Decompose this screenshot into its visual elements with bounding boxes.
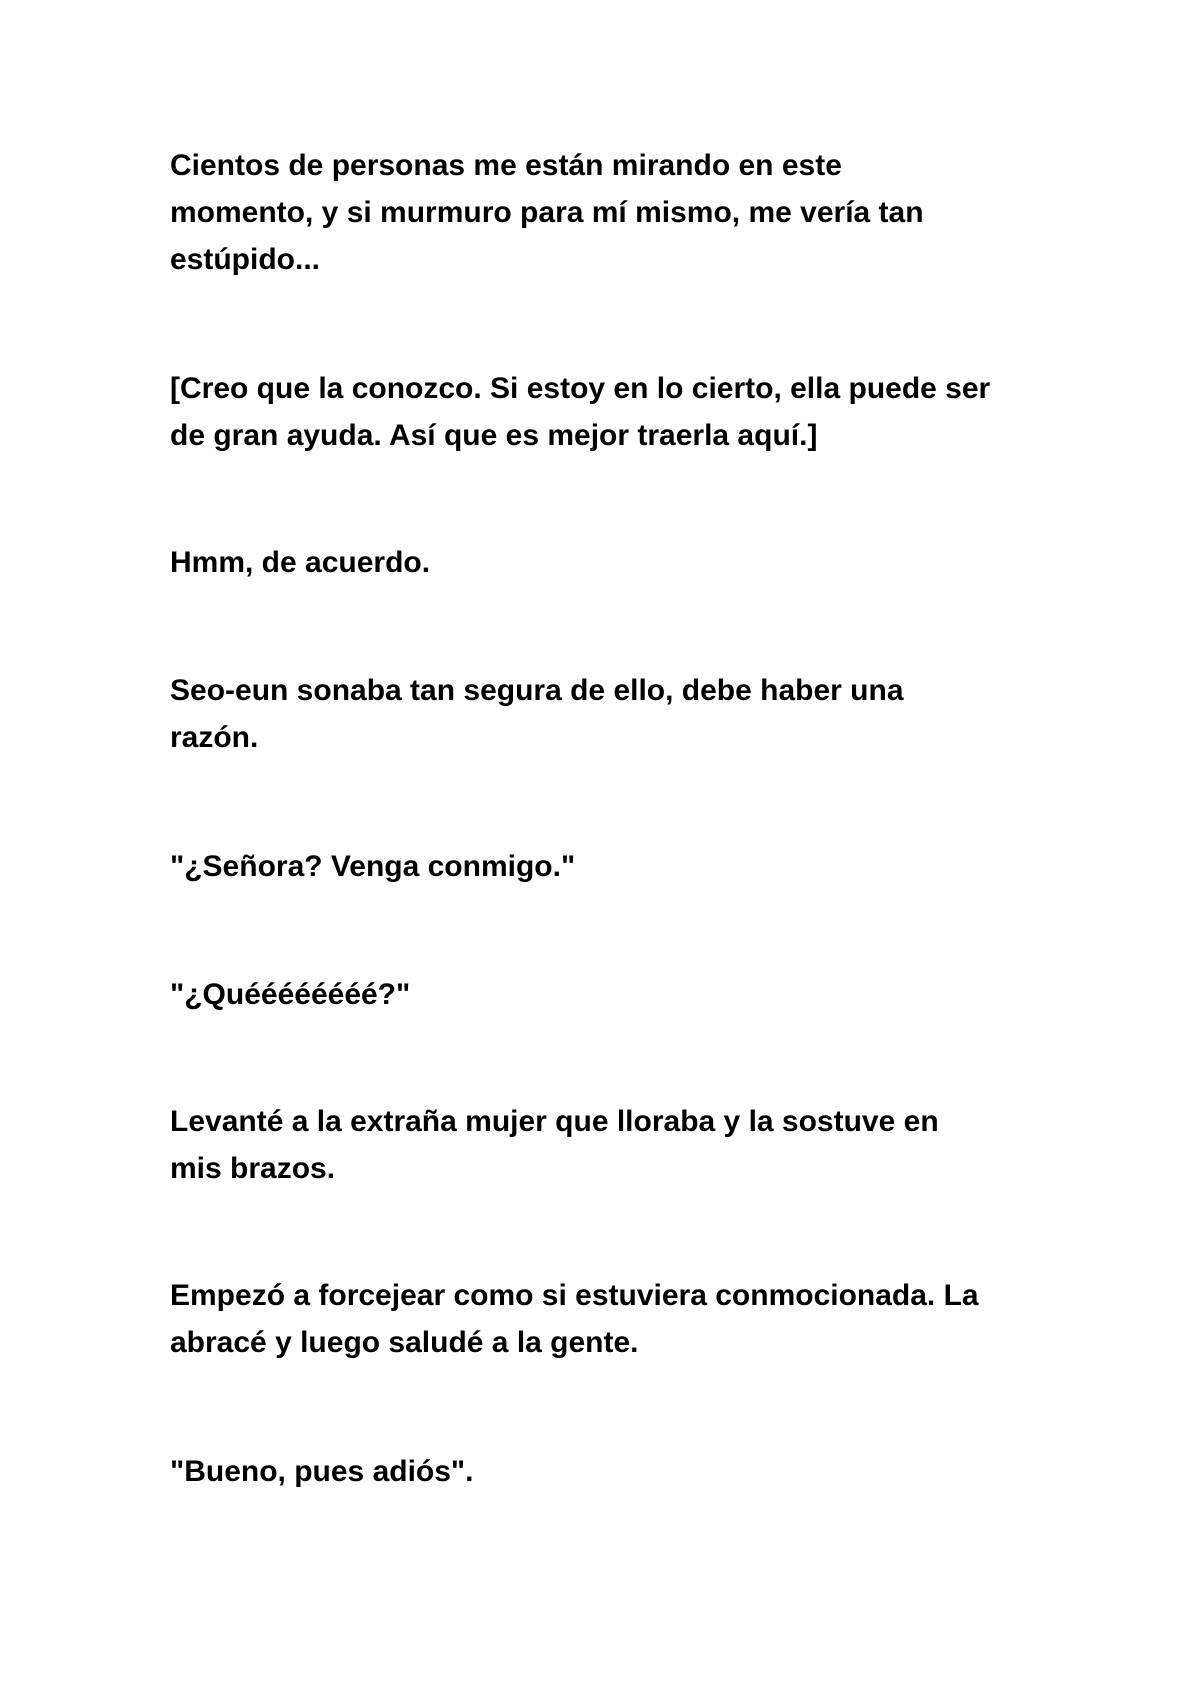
- paragraph-3: Hmm, de acuerdo.: [170, 546, 431, 579]
- paragraph-4: Seo-eun sonaba tan segura de ello, debe haber una razón.: [170, 674, 904, 754]
- paragraph-2: [Creo que la conozco. Si estoy en lo cierto, ella puede ser de gran ayuda. Así que es mejor traerla aquí.]: [170, 372, 991, 452]
- paragraph-1: Cientos de personas me están mirando en este momento, y si murmuro para mí mismo, me vería tan estúpido...: [170, 149, 924, 276]
- paragraph-7: Levanté a la extraña mujer que lloraba y la sostuve en mis brazos.: [170, 1105, 939, 1185]
- paragraph-9: "Bueno, pues adiós".: [170, 1455, 474, 1488]
- paragraph-6: "¿Quéééééééé?": [170, 978, 411, 1011]
- paragraph-5: "¿Señora? Venga conmigo.": [170, 850, 576, 883]
- paragraph-8: Empezó a forcejear como si estuviera conmocionada. La abracé y luego saludé a la gente.: [170, 1279, 979, 1359]
